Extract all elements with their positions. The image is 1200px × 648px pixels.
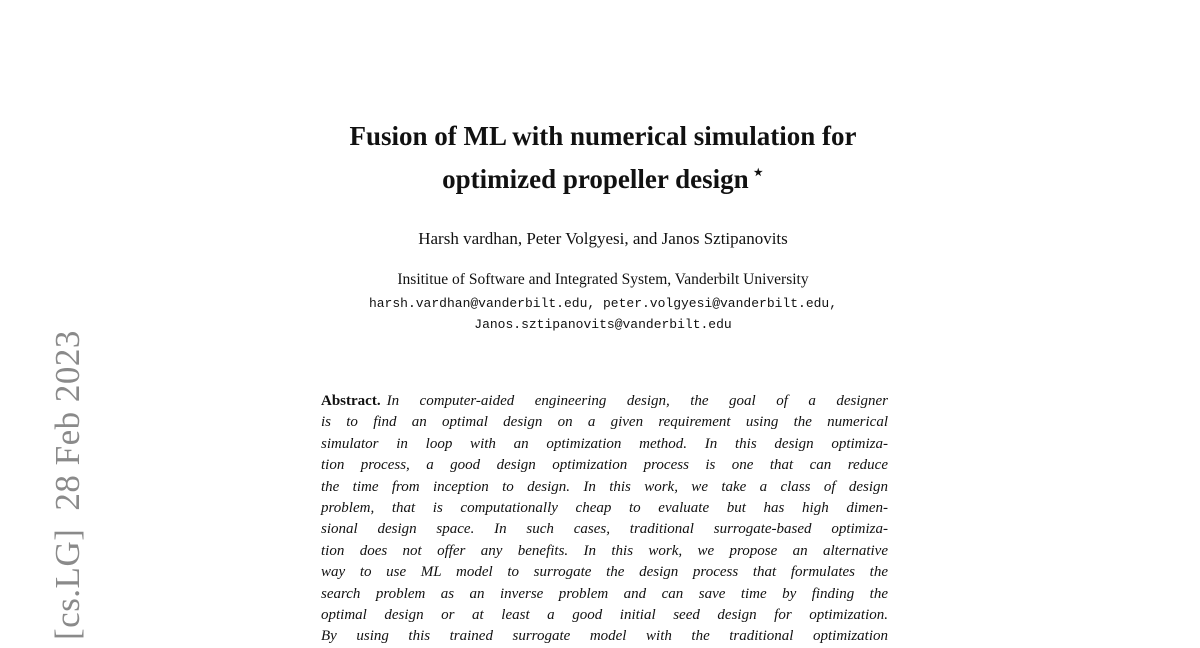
title-footnote-mark: ⋆: [752, 162, 764, 182]
affiliation: Insititue of Software and Integrated System, Vanderbilt University: [397, 271, 809, 288]
paper-title: [300, 118, 906, 197]
title-line-1: Fusion of ML with numerical simulation for: [349, 121, 857, 151]
abstract-block: [321, 391, 888, 648]
abstract-line-8: tion does not offer any benefits. In this work, we propose an alternative: [321, 542, 888, 559]
abstract-line-3: simulator in loop with an optimization method. In this design optimiza-: [321, 435, 888, 452]
arxiv-stamp-text: [48, 330, 88, 640]
arxiv-category: [cs.LG]: [48, 528, 87, 640]
email-list: [300, 293, 906, 335]
title-line-2: [300, 154, 906, 197]
abstract-line-7: sional design space. In such cases, traditional surrogate-based optimiza-: [321, 521, 888, 538]
arxiv-sidebar-stamp: [26, 310, 87, 648]
abstract-line-12: By using this trained surrogate model with the traditional optimization: [321, 628, 888, 645]
abstract-line-11: optimal design or at least a good initial seed design for optimization.: [321, 607, 888, 624]
title-line-2-text: optimized propeller design: [442, 164, 749, 194]
abstract-line-9: way to use ML model to surrogate the design process that formulates the: [321, 564, 888, 581]
abstract-line-10: search problem as an inverse problem and can save time by finding the: [321, 585, 888, 602]
email-line-2: Janos.sztipanovits@vanderbilt.edu: [474, 317, 732, 332]
abstract-line-2: is to find an optimal design on a given requirement using the numerical: [321, 414, 888, 431]
abstract-line-5: the time from inception to design. In this work, we take a class of design: [321, 478, 888, 495]
abstract-line-6: problem, that is computationally cheap to evaluate but has high dimen-: [321, 500, 888, 517]
abstract-line-1-text: In computer-aided engineering design, the goal of a designer: [386, 393, 888, 409]
abstract-line-1: [321, 391, 888, 412]
email-line-1: harsh.vardhan@vanderbilt.edu, peter.volgyesi@vanderbilt.edu,: [368, 296, 838, 311]
author-list: Harsh vardhan, Peter Volgyesi, and Janos Sztipanovits: [418, 229, 788, 248]
abstract-heading: Abstract.: [321, 393, 381, 409]
abstract-line-4: tion process, a good design optimization process is one that can reduce: [321, 457, 888, 474]
arxiv-date: 28 Feb 2023: [48, 330, 87, 511]
